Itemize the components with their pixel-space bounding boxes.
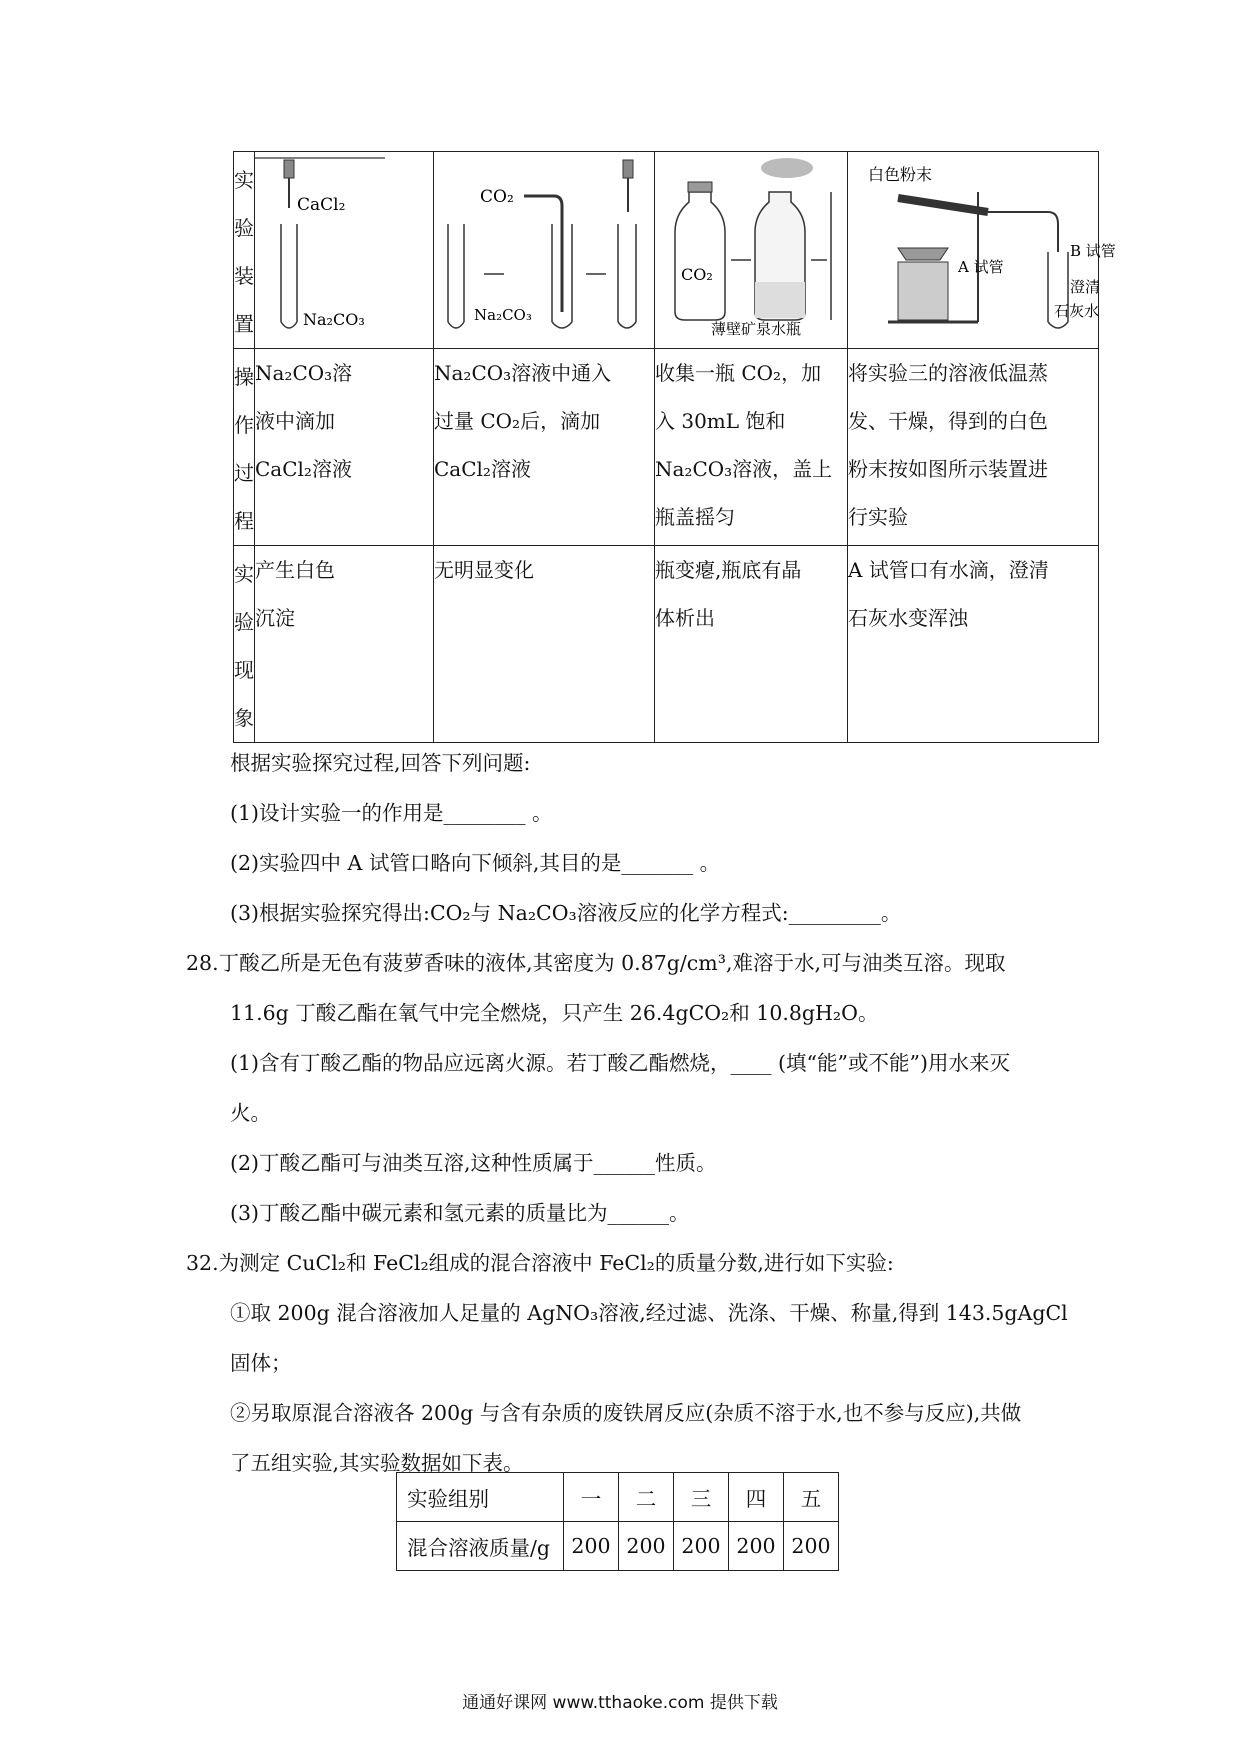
table-cell: 200	[729, 1522, 784, 1571]
apparatus-exp2	[434, 152, 655, 349]
operation-exp4	[848, 349, 1099, 546]
label-white-powder: 白色粉末	[868, 165, 933, 184]
label-cacl2: CaCl₂	[297, 195, 346, 215]
operation-line: 液中滴加	[255, 409, 335, 433]
table-cell: 一	[564, 1473, 619, 1522]
problem-28-line2: 11.6g 丁酸乙酯在氧气中完全燃烧，只产生 26.4gCO₂和 10.8gH₂O。	[230, 1001, 879, 1025]
operation-line: 将实验三的溶液低温蒸	[848, 361, 1048, 385]
phenomenon-exp3	[655, 546, 848, 743]
label-bottle: 薄壁矿泉水瓶	[711, 320, 802, 338]
table-row	[397, 1522, 839, 1571]
problem-28-q1-cont: 火。	[230, 1101, 271, 1125]
problem-32-step2-cont: 了五组实验,其实验数据如下表。	[230, 1451, 524, 1475]
problem-32-line1: 32.为测定 CuCl₂和 FeCl₂组成的混合溶液中 FeCl₂的质量分数,进行如下实验:	[186, 1251, 894, 1275]
question-1: (1)设计实验一的作用是________ 。	[230, 801, 553, 825]
phenomenon-exp2	[434, 546, 655, 743]
label-tube-b: B 试管	[1070, 242, 1116, 260]
phenomenon-line: 体析出	[655, 606, 715, 630]
operation-line: CaCl₂溶液	[255, 457, 352, 481]
experiment-table	[233, 151, 1116, 743]
apparatus-exp1	[255, 152, 434, 349]
table-cell: 二	[619, 1473, 674, 1522]
question-2: (2)实验四中 A 试管口略向下倾斜,其目的是_______ 。	[230, 851, 721, 875]
row-header-text: 实验装置	[234, 168, 254, 336]
apparatus-exp3-drawing	[655, 152, 847, 342]
questions-intro: 根据实验探究过程,回答下列问题:	[230, 751, 531, 775]
label-na2co3-2: Na₂CO₃	[474, 306, 532, 324]
table-cell: 四	[729, 1473, 784, 1522]
row-header-operation	[234, 349, 255, 546]
operation-line: Na₂CO₃溶液中通入	[434, 361, 612, 385]
operation-line: 收集一瓶 CO₂，加	[655, 361, 822, 385]
problem-32-step2: ②另取原混合溶液各 200g 与含有杂质的废铁屑反应(杂质不溶于水,也不参与反应),共做	[230, 1401, 1022, 1425]
phenomenon-line: 石灰水变浑浊	[848, 606, 968, 630]
table-cell: 200	[564, 1522, 619, 1571]
operation-exp2	[434, 349, 655, 546]
phenomenon-line: 瓶变瘪,瓶底有晶	[655, 558, 802, 582]
table-row	[397, 1473, 839, 1522]
row-header-apparatus	[234, 152, 255, 349]
operation-line: 粉末按如图所示装置进	[848, 457, 1048, 481]
operation-line: Na₂CO₃溶	[255, 361, 353, 385]
label-limewater: 石灰水	[1054, 302, 1100, 320]
page-footer: 通通好课网 www.tthaoke.com 提供下载	[462, 1693, 778, 1713]
phenomenon-line: 产生白色	[255, 558, 335, 582]
apparatus-exp3	[655, 152, 848, 349]
apparatus-exp4-drawing	[848, 152, 1116, 342]
row-header-text: 操作过程	[234, 365, 254, 533]
table-cell: 200	[784, 1522, 839, 1571]
label-na2co3: Na₂CO₃	[303, 310, 365, 329]
operation-exp1	[255, 349, 434, 546]
operation-line: 瓶盖摇匀	[655, 505, 735, 529]
phenomenon-exp1	[255, 546, 434, 743]
label-tube-a: A 试管	[958, 258, 1004, 276]
problem-28-q1: (1)含有丁酸乙酯的物品应远离火源。若丁酸乙酯燃烧，____ (填“能”或不能”)用水来灭	[230, 1051, 1010, 1075]
operation-line: 发、干燥，得到的白色	[848, 409, 1048, 433]
label-clear: 澄清	[1070, 278, 1101, 296]
apparatus-exp1-drawing	[255, 152, 433, 342]
table-cell: 混合溶液质量/g	[397, 1522, 564, 1571]
phenomenon-line: 沉淀	[255, 606, 295, 630]
table-cell: 五	[784, 1473, 839, 1522]
phenomenon-line: 无明显变化	[434, 558, 534, 582]
operation-exp3	[655, 349, 848, 546]
label-co2-bottle: CO₂	[681, 265, 713, 284]
operation-line: CaCl₂溶液	[434, 457, 531, 481]
phenomenon-exp4	[848, 546, 1099, 743]
problem-28-q3: (3)丁酸乙酯中碳元素和氢元素的质量比为______。	[230, 1201, 690, 1225]
table-cell: 200	[619, 1522, 674, 1571]
operation-line: Na₂CO₃溶液，盖上	[655, 457, 833, 481]
operation-line: 行实验	[848, 505, 908, 529]
phenomenon-line: A 试管口有水滴，澄清	[848, 558, 1049, 582]
apparatus-exp4	[848, 152, 1116, 349]
operation-line: 过量 CO₂后，滴加	[434, 409, 601, 433]
apparatus-exp2-drawing	[434, 152, 654, 342]
data-table	[396, 1472, 839, 1571]
table-cell: 三	[674, 1473, 729, 1522]
table-cell: 实验组别	[397, 1473, 564, 1522]
operation-line: 入 30mL 饱和	[655, 409, 786, 433]
label-co2: CO₂	[480, 187, 514, 207]
table-cell: 200	[674, 1522, 729, 1571]
problem-32-step1: ①取 200g 混合溶液加人足量的 AgNO₃溶液,经过滤、洗涤、干燥、称量,得到 143.5gAgCl	[230, 1301, 1068, 1325]
problem-32-step1-cont: 固体；	[230, 1351, 292, 1375]
problem-28-line1: 28.丁酸乙所是无色有菠萝香味的液体,其密度为 0.87g/cm³,难溶于水,可与油类互溶。现取	[186, 951, 1006, 975]
problem-28-q2: (2)丁酸乙酯可与油类互溶,这种性质属于______性质。	[230, 1151, 717, 1175]
question-3: (3)根据实验探究得出:CO₂与 Na₂CO₃溶液反应的化学方程式:_________。	[230, 901, 902, 925]
row-header-text: 实验现象	[234, 562, 254, 730]
row-header-phenomenon	[234, 546, 255, 743]
